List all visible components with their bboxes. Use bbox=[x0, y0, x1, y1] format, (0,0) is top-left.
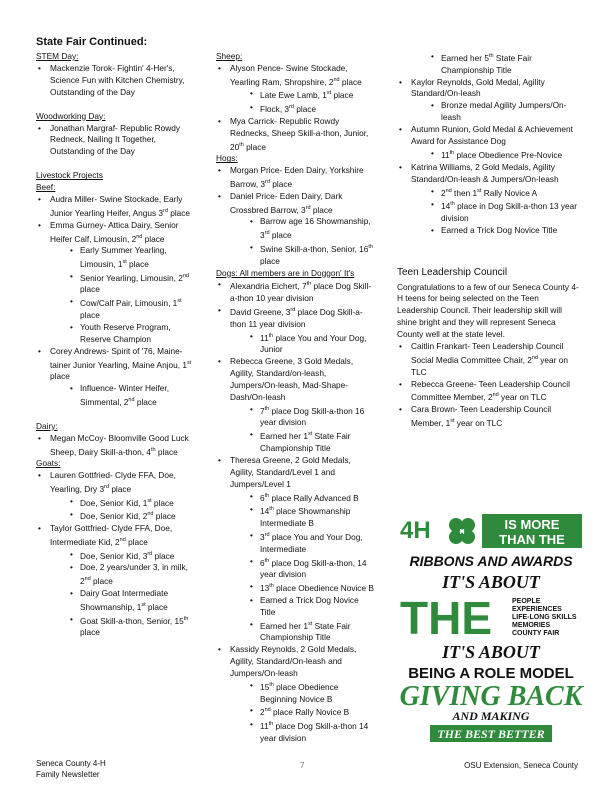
poster-its-about-1: IT'S ABOUT bbox=[442, 572, 540, 592]
result-list bbox=[36, 194, 194, 409]
tlc-heading: Teen Leadership Council bbox=[397, 266, 508, 278]
result-subitem: • Late Ewe Lamb, 1st place bbox=[216, 88, 374, 102]
result-item: • Mackenzie Torok- Fightin' 4-Her's, Science Fun with Kitchen Chemistry, Outstanding of the Day bbox=[36, 63, 194, 99]
poster-list-item: PEOPLE bbox=[512, 598, 541, 605]
result-subitem: • Flock, 3rd place bbox=[216, 102, 374, 116]
result-subitem: • Earned her 1st State Fair Championship Title bbox=[216, 619, 374, 645]
result-item: • Daniel Price- Eden Dairy, Dark Crossbred Barrow, 3rd place bbox=[216, 191, 374, 217]
result-item: • Rebecca Greene, 3 Gold Medals, Agility, Standard/on-leash, Jumpers/On-leash, Mad-Shape-Dash/On-leash bbox=[216, 356, 374, 404]
result-item: • Taylor Gottfried- Clyde FFA, Doe, Intermediate Kid, 2nd place bbox=[36, 523, 194, 549]
spacer bbox=[36, 409, 194, 421]
poster-role-model: BEING A ROLE MODEL bbox=[408, 665, 574, 682]
column-left bbox=[36, 51, 194, 639]
footer-newsletter: Family Newsletter bbox=[36, 770, 100, 779]
poster-list-item: MEMORIES bbox=[512, 622, 551, 629]
result-item: • Audra Miller- Swine Stockade, Early Junior Yearling Heifer, Angus 3rd place bbox=[36, 194, 194, 220]
poster-line1a: IS MORE bbox=[504, 517, 560, 532]
result-subitem: • 7th place Dog Skill-a-thon 16 year division bbox=[216, 404, 374, 430]
spacer bbox=[36, 99, 194, 111]
result-subitem: • Cow/Calf Pair, Limousin, 1st place bbox=[36, 296, 194, 322]
tlc-item: • Caitlin Frankart- Teen Leadership Council Social Media Committee Chair, 2nd year on TLC bbox=[397, 341, 579, 378]
result-subitem: • 11th place Obedience Pre-Novice bbox=[397, 148, 579, 162]
section-heading: Beef: bbox=[36, 182, 56, 193]
footer-org: Seneca County 4-H bbox=[36, 759, 106, 768]
result-item: • Kaylor Reynolds, Gold Medal, Agility Standard/On-leash bbox=[397, 77, 579, 101]
result-item: • Alyson Pence- Swine Stockade, Yearling Ram, Shropshire, 2nd place bbox=[216, 63, 374, 89]
poster-ribbons: RIBBONS AND AWARDS bbox=[409, 553, 573, 569]
result-list bbox=[216, 63, 374, 153]
result-subitem: • 2nd place Rally Novice B bbox=[216, 705, 374, 719]
result-subitem: • Earned a Trick Dog Novice Title bbox=[397, 225, 579, 237]
result-subitem: • Earned a Trick Dog Novice Title bbox=[216, 595, 374, 619]
result-list bbox=[216, 165, 374, 267]
section-heading: Goats: bbox=[36, 458, 61, 469]
tlc-item: • Cara Brown- Teen Leadership Council Member, 1st year on TLC bbox=[397, 404, 579, 430]
footer-right: OSU Extension, Seneca County bbox=[464, 761, 578, 770]
footer-left bbox=[36, 758, 106, 780]
result-subitem: • Barrow age 16 Showmanship, 3rd place bbox=[216, 216, 374, 242]
result-subitem: • Influence- Winter Heifer, Simmental, 2nd place bbox=[36, 383, 194, 409]
result-subitem: • Goat Skill-a-thon, Senior, 15th place bbox=[36, 614, 194, 640]
section-heading: Sheep: bbox=[216, 51, 243, 61]
result-item: • Lauren Gottfried- Clyde FFA, Doe, Yearling, Dry 3rd place bbox=[36, 470, 194, 496]
tlc-intro: Congratulations to a few of our Seneca County 4-H teens for being selected on the Teen Leadership Council. Their leadership skill will shine bright and they will represent Seneca County well at the state level. bbox=[397, 281, 579, 340]
section-heading: Dairy: bbox=[36, 420, 58, 431]
poster-brand: 4H bbox=[400, 517, 431, 544]
tlc-item: • Rebecca Greene- Teen Leadership Council Committee Member, 2nd year on TLC bbox=[397, 379, 579, 405]
result-subitem: • 15th place Obedience Beginning Novice B bbox=[216, 680, 374, 706]
poster-the: THE bbox=[400, 592, 492, 644]
result-item: • Katrina Williams, 2 Gold Medals, Agility Standard/On-leash & Jumpers/On-leash bbox=[397, 162, 579, 186]
result-subitem: • Early Summer Yearling, Limousin, 1st place bbox=[36, 245, 194, 271]
clover-icon bbox=[449, 518, 475, 544]
result-subitem: • Earned her 5th State Fair Championship Title bbox=[397, 51, 579, 77]
result-subitem: • Earned her 1st State Fair Championship Title bbox=[216, 429, 374, 455]
result-item: • Mya Carrick- Republic Rowdy Rednecks, Sheep Skill-a-thon, Junior, 20th place bbox=[216, 116, 374, 153]
result-subitem: • Swine Skill-a-thon, Senior, 16th place bbox=[216, 242, 374, 268]
result-list bbox=[216, 279, 374, 744]
section-heading: Dogs: All members are in Doggon' It's bbox=[216, 267, 355, 278]
poster-its-about-2: IT'S ABOUT bbox=[442, 642, 540, 662]
page-title: State Fair Continued: bbox=[36, 36, 148, 48]
dog-results-continued bbox=[397, 51, 579, 237]
poster-line1b: THAN THE bbox=[499, 532, 565, 547]
section-heading: STEM Day: bbox=[36, 51, 79, 61]
result-item: • Kassidy Reynolds, 2 Gold Medals, Agility, Standard/On-leash and Jumpers/On-leash bbox=[216, 644, 374, 680]
result-item: • Emma Gurney- Attica Dairy, Senior Heifer Calf, Limousin, 2nd place bbox=[36, 220, 194, 246]
poster-giving-back: GIVING BACK bbox=[399, 681, 583, 712]
column-middle bbox=[216, 51, 374, 745]
poster-list-item: EXPERIENCES bbox=[512, 606, 562, 613]
section-heading: Livestock Projects bbox=[36, 170, 103, 181]
tlc-list bbox=[397, 341, 579, 430]
result-subitem: • 14th place in Dog Skill-a-thon 13 year division bbox=[397, 199, 579, 225]
result-subitem: • Doe, Senior Kid, 1st place bbox=[36, 496, 194, 510]
result-subitem: • 11th place You and Your Dog, Junior bbox=[216, 331, 374, 357]
poster-best-better: THE BEST BETTER bbox=[437, 727, 545, 741]
result-subitem: • 6th place Rally Advanced B bbox=[216, 491, 374, 505]
result-subitem: • 13th place Obedience Novice B bbox=[216, 581, 374, 595]
result-list bbox=[36, 63, 194, 99]
result-list bbox=[397, 51, 579, 237]
spacer bbox=[36, 158, 194, 170]
result-subitem: • Dairy Goat Intermediate Showmanship, 1st place bbox=[36, 588, 194, 614]
result-subitem: • Doe, 2 years/under 3, in milk, 2nd place bbox=[36, 562, 194, 588]
result-item: • Corey Andrews- Spirit of '76, Maine-tainer Junior Yearling, Maine Anjou, 1st place bbox=[36, 346, 194, 383]
result-item: • Jonathan Margraf- Republic Rowdy Redneck, Nailing It Together, Outstanding of the Day bbox=[36, 123, 194, 159]
poster-list-item: LIFE-LONG SKILLS bbox=[512, 614, 577, 621]
result-item: • Alexandria Eichert, 7th place Dog Skill-a-thon 10 year division bbox=[216, 279, 374, 305]
result-subitem: • 3rd place You and Your Dog, Intermediate bbox=[216, 530, 374, 556]
result-item: • Autumn Runion, Gold Medal & Achievement Award for Assistance Dog bbox=[397, 124, 579, 148]
column-right bbox=[397, 51, 579, 430]
poster-and-making: AND MAKING bbox=[452, 709, 530, 723]
result-subitem: • Doe, Senior Kid, 3rd place bbox=[36, 549, 194, 563]
result-subitem: • Youth Reserve Program, Reserve Champion bbox=[36, 322, 194, 346]
result-subitem: • 2nd then 1st Rally Novice A bbox=[397, 186, 579, 200]
result-list bbox=[36, 433, 194, 459]
result-list bbox=[36, 470, 194, 639]
result-subitem: • 14th place Showmanship Intermediate B bbox=[216, 504, 374, 530]
section-heading: Woodworking Day: bbox=[36, 110, 106, 121]
page-number: 7 bbox=[300, 761, 305, 770]
result-subitem: • 6th place Dog Skill-a-thon, 14 year division bbox=[216, 556, 374, 582]
svg-text:H: H bbox=[459, 529, 465, 536]
result-item: • David Greene, 3rd place Dog Skill-a-thon 11 year division bbox=[216, 305, 374, 331]
section-heading: Hogs: bbox=[216, 153, 238, 164]
result-list bbox=[36, 123, 194, 159]
result-subitem: • 11th place Dog Skill-a-thon 14 year division bbox=[216, 719, 374, 745]
poster-list-item: COUNTY FAIR bbox=[512, 630, 560, 637]
result-subitem: • Bronze medal Agility Jumpers/On-leash bbox=[397, 100, 579, 124]
result-item: • Morgan Price- Eden Dairy, Yorkshire Barrow, 3rd place bbox=[216, 165, 374, 191]
result-subitem: • Senior Yearling, Limousin, 2nd place bbox=[36, 271, 194, 297]
result-subitem: • Doe, Senior Kid, 2nd place bbox=[36, 509, 194, 523]
result-item: • Theresa Greene, 2 Gold Medals, Agility, Standard/Level 1 and Jumpers/Level 1 bbox=[216, 455, 374, 491]
result-item: • Megan McCoy- Bloomville Good Luck Sheep, Dairy Skill-a-thon, 4th place bbox=[36, 433, 194, 459]
4h-poster-graphic bbox=[396, 512, 586, 744]
